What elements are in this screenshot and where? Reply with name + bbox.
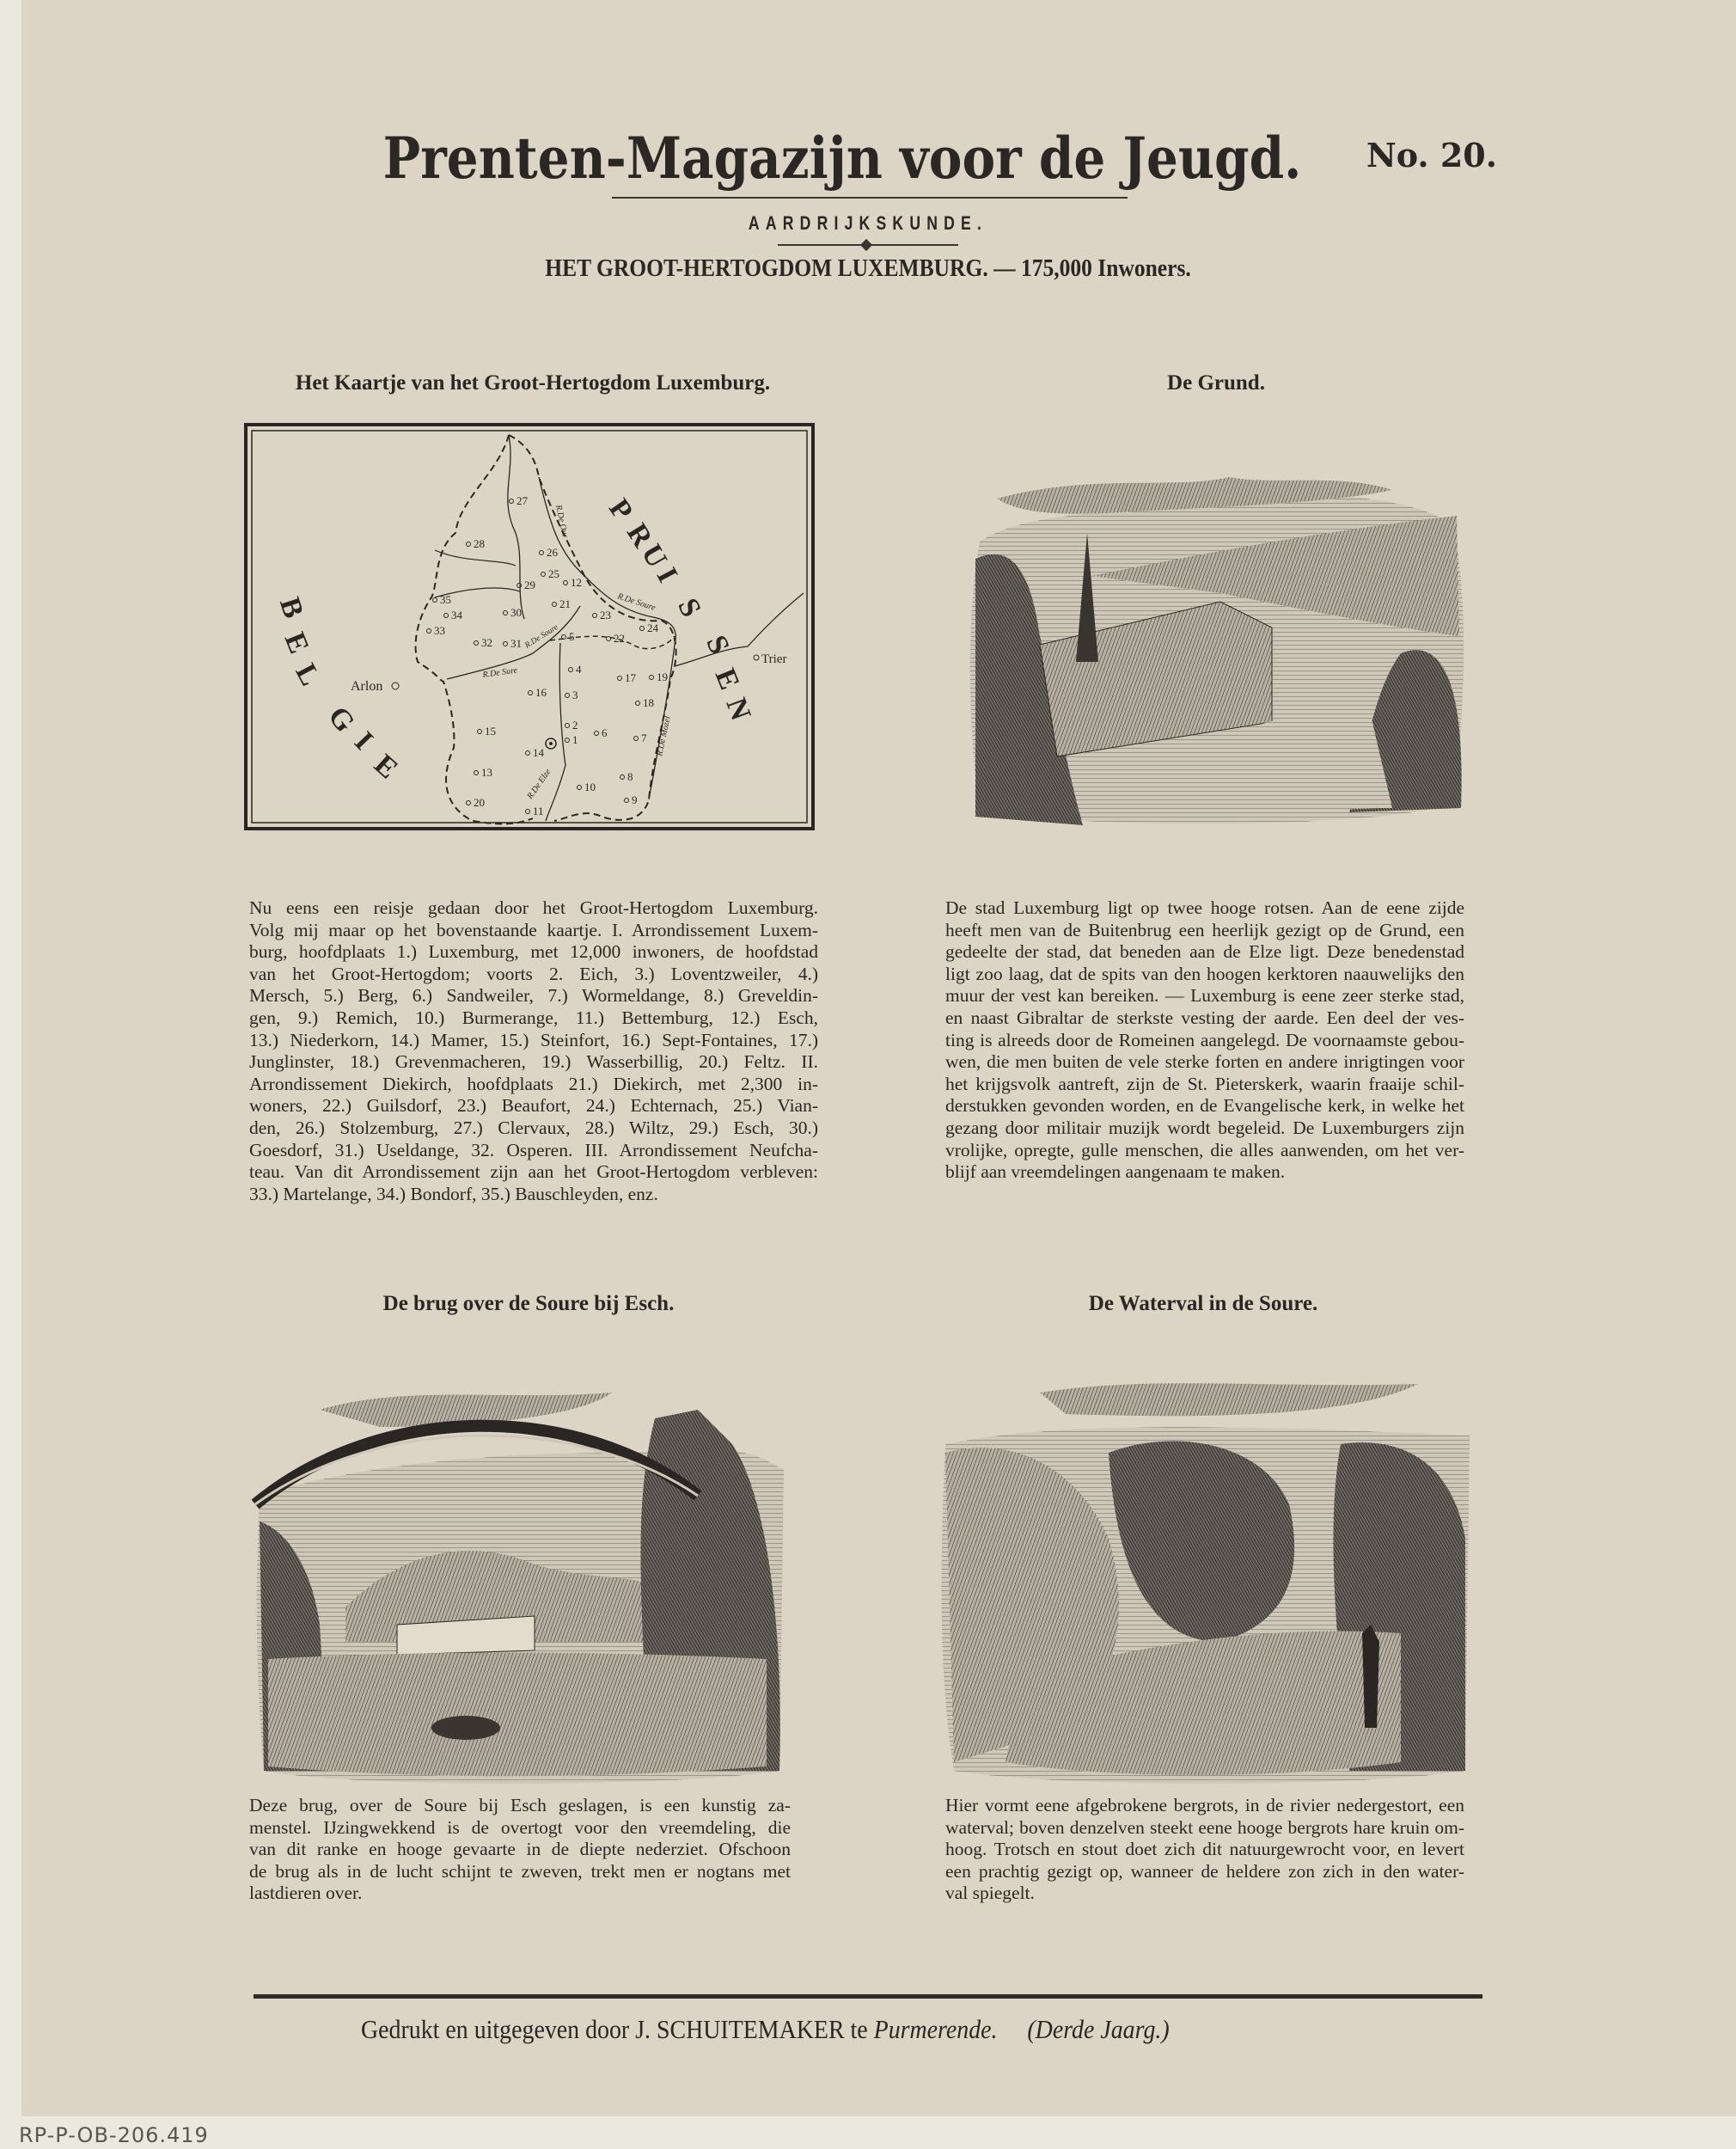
place-marker <box>636 701 640 706</box>
text-line: burg, hoofdplaats 1.) Luxemburg, met 12,000 inwoners, de hoofdstad <box>249 941 818 963</box>
place-marker <box>578 786 582 790</box>
tributary-lines <box>435 550 520 597</box>
place-number: 33 <box>434 624 445 637</box>
place-marker <box>444 614 449 618</box>
map-letter: E <box>708 664 746 695</box>
text-line: gedeelte der stad, dat beneden aan de Elze ligt. Deze benedenstad <box>945 941 1464 963</box>
text-line: woners, 22.) Guilsdorf, 23.) Beaufort, 24.) Echternach, 25.) Vian- <box>249 1095 818 1117</box>
map-frame-inner <box>252 431 807 823</box>
map-frame <box>246 425 813 829</box>
map-letter: R <box>620 517 659 554</box>
place-number: 22 <box>614 632 625 645</box>
text-line: 13.) Niederkorn, 14.) Mamer, 15.) Steinfort, 16.) Sept-Fontaines, 17.) <box>249 1029 818 1050</box>
place-marker <box>569 668 573 672</box>
place-number: 16 <box>535 686 547 699</box>
place-marker <box>634 737 639 741</box>
map-letter: I <box>348 726 379 756</box>
text-line: het krijgsvolk aantreft, zijn de St. Pieterskerk, waarin fraaije schil- <box>945 1073 1464 1094</box>
place-marker <box>504 642 508 646</box>
place-number: 29 <box>524 579 535 591</box>
river-label: R.De Mozel <box>655 715 673 757</box>
text-line: gezang door militair muzijk wordt begeleid. De Luxemburgers zijn <box>945 1117 1464 1138</box>
subtitle: HET GROOT-HERTOGDOM LUXEMBURG. — 175,000 Inwoners. <box>545 254 1191 282</box>
text-line: Mersch, 5.) Berg, 6.) Sandweiler, 7.) Wormeldange, 8.) Greveldin- <box>249 985 818 1007</box>
text-line: muur der vest kan bereiken. — Luxemburg is eene zeer sterke stad, <box>945 985 1464 1007</box>
place-marker <box>526 810 530 814</box>
bridge-heading: De brug over de Soure bij Esch. <box>382 1292 675 1315</box>
river-label: R.De Our <box>553 504 570 539</box>
place-marker <box>541 572 546 577</box>
place-number: 17 <box>625 671 636 684</box>
text-line: derstukken gevonden worden, en de Evangelische kerk, in welke het <box>945 1095 1464 1117</box>
map-letter: B <box>272 593 310 622</box>
place-marker <box>553 603 557 607</box>
boat <box>431 1716 500 1740</box>
river-line <box>508 435 524 619</box>
place-number: 26 <box>547 546 558 559</box>
place-number: 34 <box>451 609 462 621</box>
place-marker <box>517 584 522 588</box>
place-marker <box>565 724 570 728</box>
text-line: Junglinster, 18.) Grevenmacheren, 19.) Wasserbillig, 20.) Feltz. II. <box>249 1051 818 1073</box>
place-number: 14 <box>533 746 544 759</box>
bridge-engraving <box>251 1367 792 1788</box>
place-marker <box>565 694 570 698</box>
place-marker <box>529 691 533 695</box>
place-marker <box>474 641 479 646</box>
place-marker <box>593 614 597 618</box>
place-marker <box>510 499 514 504</box>
river-elze <box>546 643 565 821</box>
text-line: heeft men van de Buitenbrug een heerlijk gezigt op de Grund, een <box>945 919 1464 940</box>
place-number: 13 <box>481 766 492 779</box>
place-number: 5 <box>569 630 575 643</box>
place-number: 3 <box>572 689 578 701</box>
text-line: waterval; boven denzelven steekt eene hooge bergrots hare kruin om- <box>945 1816 1464 1838</box>
text-line: ting is alreeds door de Romeinen aangelegd. De voornaamste gebou- <box>945 1029 1464 1050</box>
place-marker <box>427 629 431 634</box>
text-line: Hier vormt eene afgebrokene bergrots, in de rivier nedergestort, een <box>945 1795 1464 1815</box>
map-letter: G <box>321 701 361 738</box>
figure <box>1362 1625 1379 1728</box>
place-marker <box>433 598 437 603</box>
footer-rule <box>254 1994 1482 1999</box>
text-line: wen, die men buiten de vele sterke forten en andere inrigtingen voor <box>945 1051 1464 1073</box>
place-marker <box>625 799 629 803</box>
place-number: 32 <box>481 636 492 649</box>
trier-marker <box>754 655 759 660</box>
river <box>268 1653 767 1777</box>
text-line: Volg mij maar op het bovenstaande kaartje. I. Arrondissement Luxem- <box>249 919 818 940</box>
magazine-title: Prenten-Magazijn voor de Jeugd. <box>382 124 1302 193</box>
text-line: teau. Van dit Arrondissement zijn aan het Groot-Hertogdom verbleven: <box>249 1161 818 1183</box>
river-label: R.De Sure <box>481 665 518 680</box>
place-number: 11 <box>533 805 544 817</box>
place-number: 1 <box>572 733 578 746</box>
text-line: Arrondissement Diekirch, hoofdplaats 21.) Diekirch, met 2,300 in- <box>249 1073 818 1094</box>
place-number: 15 <box>485 725 496 738</box>
place-marker <box>467 801 471 805</box>
river-label: R.De Soure <box>616 591 657 613</box>
text-line: menstel. IJzingwekkend is de overtogt voor den vreemdeling, die <box>249 1816 791 1838</box>
place-marker <box>620 775 625 780</box>
map-letter: N <box>719 694 757 725</box>
text-line: val spiegelt. <box>945 1883 1035 1904</box>
place-number: 20 <box>474 796 485 809</box>
imprint <box>361 2014 1170 2045</box>
text-line: Nu eens een reisje gedaan door het Groot-Hertogdom Luxemburg. <box>249 897 818 918</box>
map-description <box>249 897 818 1205</box>
map-letter: S <box>700 630 736 659</box>
map-heading: Het Kaartje van het Groot-Hertogdom Luxemburg. <box>295 371 771 395</box>
text-line: hoog. Trotsch en stout doet zich dit natuurgewrocht voor, en levert <box>945 1839 1464 1860</box>
text-line: De stad Luxemburg ligt op twee hooge rotsen. Aan de eene zijde <box>945 897 1464 918</box>
text-line: Deze brug, over de Soure bij Esch geslagen, is een kunstig za- <box>249 1795 791 1815</box>
bridge-description <box>249 1795 791 1905</box>
place-number: 6 <box>602 726 608 739</box>
issue-number: No. 20. <box>1366 136 1497 174</box>
text-line: gen, 9.) Remich, 10.) Burmerange, 11.) Bettemburg, 12.) Esch, <box>249 1007 818 1028</box>
place-marker <box>474 771 479 775</box>
text-line: 33.) Martelange, 34.) Bondorf, 35.) Bauschleyden, enz. <box>249 1183 658 1204</box>
ornament-divider <box>778 244 958 246</box>
grund-description <box>945 897 1464 1184</box>
place-marker <box>565 738 570 743</box>
text-line: van het Groot-Hertogdom; voorts 2. Eich, 3.) Loventzweiler, 4.) <box>249 963 818 984</box>
city-arlon: Arlon <box>351 679 383 694</box>
city-trier: Trier <box>761 652 787 666</box>
place-number: 4 <box>576 663 582 676</box>
map-luxemburg <box>241 421 825 834</box>
text-line: den, 26.) Stolzemburg, 27.) Clervaux, 28.) Wiltz, 29.) Esch, 30.) <box>249 1117 818 1138</box>
place-number: 25 <box>548 567 559 580</box>
map-letter: I <box>650 562 684 588</box>
text-line: van dit ranke en hooge gevaarte in de diepte nederziet. Ofschoon <box>249 1839 791 1860</box>
place-number: 35 <box>440 593 451 606</box>
map-letter: E <box>368 748 404 786</box>
clouds <box>1040 1383 1418 1416</box>
map-letter: U <box>634 539 674 573</box>
text-line: de brug als in de lucht schijnt te zweven, trekt men er nogtans met <box>249 1860 791 1882</box>
place-marker <box>562 635 566 640</box>
river-label: R.De Soure <box>523 623 560 651</box>
volume-year: (Derde Jaarg.) <box>1027 2014 1170 2044</box>
text-line: ligt zoo laag, dat de spits van den hoogen kerktoren naauwelijks den <box>945 963 1464 984</box>
place-number: 7 <box>641 732 647 744</box>
map-letter: L <box>289 658 327 691</box>
place-number: 21 <box>559 597 571 610</box>
subject-label: AARDRIJKSKUNDE. <box>748 212 988 234</box>
place-number: 10 <box>584 781 596 793</box>
capital-dot <box>549 742 553 745</box>
waterfall-engraving <box>937 1367 1478 1788</box>
printer: Gedrukt en uitgegeven door J. SCHUITEMAKER te <box>361 2014 868 2044</box>
place-number: 8 <box>627 770 633 783</box>
map-letter: S <box>671 593 707 622</box>
map-letter: E <box>278 628 315 658</box>
place-number: 23 <box>600 609 611 621</box>
text-line: blijf aan vreemdelingen aangenaam te maken. <box>945 1161 1286 1183</box>
river-label: R.De Elze <box>525 767 553 801</box>
place-number: 12 <box>571 576 582 589</box>
title-rule <box>612 197 1128 199</box>
grund-heading: De Grund. <box>1167 371 1265 395</box>
place-marker <box>526 751 530 756</box>
place-number: 31 <box>510 637 522 650</box>
place-number: 9 <box>632 793 638 806</box>
place-marker <box>540 551 544 555</box>
waterfall-description <box>945 1795 1464 1905</box>
place-number: 18 <box>643 696 654 709</box>
text-line: een prachtig gezigt op, wanneer de heldere zon zich in den water- <box>945 1860 1464 1882</box>
place-marker <box>595 732 599 736</box>
place-marker <box>650 676 654 680</box>
place-marker <box>564 581 568 585</box>
place-marker <box>467 542 471 547</box>
text-line: en naast Gibraltar de sterkste vesting der aarde. Een deel der ves- <box>945 1007 1464 1028</box>
text-line: lastdieren over. <box>249 1883 363 1904</box>
place: Purmerende. <box>873 2014 998 2044</box>
text-line: vrolijke, opregte, gulle menschen, die alles aanwenden, om het ver- <box>945 1139 1464 1160</box>
place-marker <box>478 730 482 734</box>
map-letter: P <box>602 493 639 527</box>
waterfall-heading: De Waterval in de Soure. <box>1088 1292 1318 1315</box>
country-belgie <box>273 593 404 785</box>
place-marker <box>504 611 508 615</box>
place-marker <box>618 677 622 681</box>
place-number: 28 <box>474 537 485 550</box>
place-number: 30 <box>510 606 522 619</box>
inventory-stamp: RP-P-OB-206.419 <box>19 2123 209 2147</box>
place-number: 27 <box>517 494 528 507</box>
arlon-marker <box>392 683 399 689</box>
country-pruissen <box>602 493 757 725</box>
place-number: 19 <box>657 670 668 683</box>
place-marker <box>607 637 611 641</box>
text-line: Goesdorf, 31.) Useldange, 32. Osperen. III. Arrondissement Neufcha- <box>249 1139 818 1160</box>
grund-engraving <box>963 464 1470 834</box>
place-number: 24 <box>647 621 658 634</box>
place-number: 2 <box>572 719 578 732</box>
place-marker <box>640 627 645 631</box>
